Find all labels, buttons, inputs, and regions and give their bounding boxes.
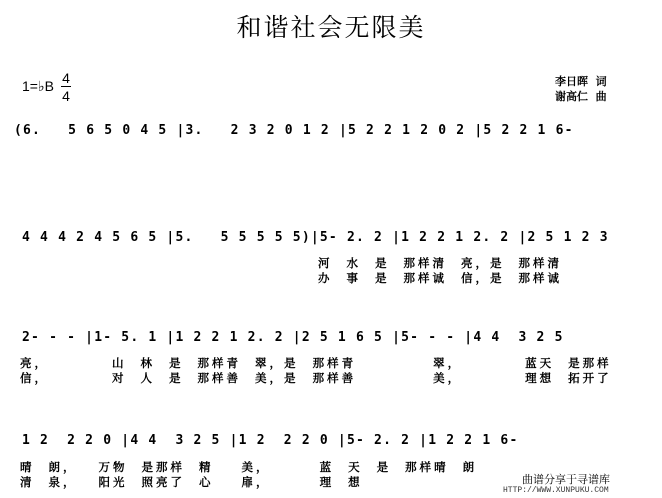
- key-signature: 1=♭B: [22, 78, 54, 94]
- song-title: 和谐社会无限美: [236, 13, 426, 42]
- watermark-text: 曲谱分享于寻谱库: [522, 473, 610, 486]
- score-row-3-notes: 2- - - |1- 5. 1 |1 2 2 1 2. 2 |2 5 1 6 5 |5- - - |4 4 3 2 5: [22, 330, 564, 345]
- score-row-4-lyrics-verse-1: 晴 朗， 万物 是那样 精 美， 蓝 天 是 那样晴 朗: [20, 460, 478, 474]
- lyricist-credit: 李日晖 词: [555, 75, 607, 88]
- score-row-3-lyrics-verse-2: 信， 对 人 是 那样善 美，是 那样善 美， 理想 拓开了: [20, 371, 612, 385]
- time-signature-bottom: 4: [62, 88, 70, 104]
- score-row-2-lyrics-verse-2: 办 事 是 那样诚 信，是 那样诚: [318, 271, 563, 285]
- composer-credit: 谢高仁 曲: [555, 90, 607, 103]
- score-row-1-notes: (6. 5 6 5 0 4 5 |3. 2 3 2 0 1 2 |5 2 2 1 2 0 2 |5 2 2 1 6-: [14, 123, 574, 138]
- score-row-2-lyrics-verse-1: 河 水 是 那样清 亮，是 那样清: [318, 256, 563, 270]
- score-row-4-notes: 1 2 2 2 0 |4 4 3 2 5 |1 2 2 2 0 |5- 2. 2 |1 2 2 1 6-: [22, 433, 519, 448]
- score-row-4-lyrics-verse-2: 清 泉， 阳光 照亮了 心 扉， 理 想: [20, 475, 363, 489]
- time-signature-top: 4: [62, 70, 70, 86]
- score-row-2-notes: 4 4 4 2 4 5 6 5 |5. 5 5 5 5 5)|5- 2. 2 |1 2 2 1 2. 2 |2 5 1 2 3: [22, 230, 609, 245]
- time-signature-divider: [61, 86, 71, 87]
- score-row-3-lyrics-verse-1: 亮， 山 林 是 那样青 翠，是 那样青 翠， 蓝天 是那样: [20, 356, 612, 370]
- watermark-url: HTTP://WWW.XUNPUKU.COM: [503, 486, 609, 495]
